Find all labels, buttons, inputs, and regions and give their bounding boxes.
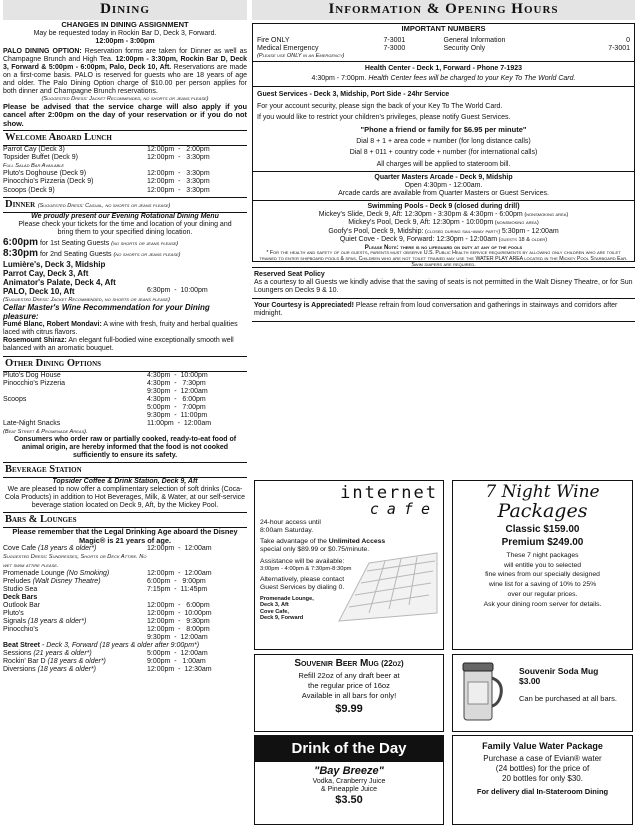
item-name xyxy=(3,618,147,626)
beer-mug-title: Souvenir Beer Mug (22oz) xyxy=(294,658,404,669)
second-seating: 8:30pm for 2nd Seating Guests (no shorts or jeans please) xyxy=(3,248,181,260)
wine-premium-price: Premium $249.00 xyxy=(501,537,584,549)
palo-dinner-row: PALO, Deck 10, Aft 6:30pm - 10:00pm xyxy=(3,287,208,297)
guest-services-security: For your account security, please sign the back of your Key To The World Card. xyxy=(257,102,503,110)
first-seating: 6:00pm for 1st Seating Guests (no shorts or jeans please) xyxy=(3,236,179,248)
item-name xyxy=(3,187,147,195)
lunch-list-row xyxy=(3,146,247,154)
bars-heading: Bars & Lounges xyxy=(3,512,247,528)
item-time: 12:00pm - 10:00pm xyxy=(147,609,212,617)
cafe-logo: cafe xyxy=(369,500,438,518)
item-time: 5:00pm - 7:00pm xyxy=(147,403,206,411)
item-label: Sessions xyxy=(3,650,32,658)
dinner-check-1: Please check your tickets for the time and location of your dining and xyxy=(18,220,232,228)
item-time xyxy=(147,594,247,602)
internet-cafe-box xyxy=(254,480,444,650)
pool-mickeys-pool: Mickey's Pool, Deck 9, Aft: 12:30pm - 10:00pm (nonsmoking area) xyxy=(348,219,539,227)
internet-line-1: 24-hour access until xyxy=(260,519,321,526)
item-time: 4:30pm - 6:00pm xyxy=(147,395,206,403)
item-label: Studio Sea xyxy=(3,585,38,593)
item-label: Preludes xyxy=(3,577,31,585)
palo-dress: (Suggested Dress: Jacket Recommended, no shorts or jeans please) xyxy=(41,96,209,103)
guest-services-section xyxy=(253,87,634,171)
item-time: 12:00pm - 9:30pm xyxy=(147,617,210,625)
item-label: Diversions xyxy=(3,666,36,674)
dinner-check-2: bring them to your specified dining location. xyxy=(57,228,193,236)
water-line-2: (24 bottles) for the price of xyxy=(495,764,590,774)
wine-package-title-1: 7 Night Wine xyxy=(485,482,600,502)
pool-quiet-cove: Quiet Cove - Deck 9, Forward: 12:30pm - 12:00am (guests 18 & older) xyxy=(339,235,548,243)
beverage-heading: Beverage Station xyxy=(3,462,247,478)
item-time: 11:00pm - 12:00am xyxy=(147,419,212,427)
changes-line: May be requested today in Rockin Bar D, Deck 3, Forward. xyxy=(33,29,217,37)
internet-logo: internet xyxy=(340,483,438,503)
other-list-row xyxy=(3,404,247,412)
bars-list-row xyxy=(3,602,247,610)
item-time: 6:00pm - 9:00pm xyxy=(147,577,206,585)
item-name xyxy=(3,586,147,594)
pool-goofys: Goofy's Pool, Deck 9, Midship: (closed during sail-away party) 5:30pm - 12:00am xyxy=(328,227,559,235)
item-name xyxy=(3,666,147,674)
item-time: 5:00pm - 12:00am xyxy=(147,650,208,658)
bars-list-row xyxy=(3,610,247,618)
water-line-1: Purchase a case of Evian® water xyxy=(483,754,602,764)
health-section xyxy=(253,62,634,87)
venue-parrot-cay: Parrot Cay, Deck 3, Aft xyxy=(3,268,89,278)
lunch-heading: Welcome Aboard Lunch xyxy=(3,130,247,146)
numbers-grid xyxy=(253,34,634,63)
item-name xyxy=(3,658,147,666)
item-time: 12:00pm - 12:30am xyxy=(147,666,212,674)
item-time: 12:00pm - 3:30pm xyxy=(147,154,210,162)
water-delivery: For delivery dial In-Stateroom Dining xyxy=(476,787,609,797)
internet-line-8: Guest Services by dialing 0. xyxy=(260,583,345,591)
item-name xyxy=(3,388,147,396)
item-name xyxy=(3,553,147,569)
water-package-box xyxy=(452,735,633,825)
palo-option-text: PALO DINING OPTION: Reservation forms are taken for Dinner as well as Champagne Brunch and High Tea. 12:00pm - 3:30pm, Rockin Bar D, Deck 3, Forward & 5:00pm - 6:00pm, Palo, Deck 10, Aft. Reservations are made on a first-come basis. PALO is reserved for guests who are 18 years of age and older. The Palo Dining Option charge of $10.00 per person applies for both dinner and Champagne Brunch reservations. xyxy=(3,47,248,96)
item-label: Signals xyxy=(3,617,26,625)
service-charge-warning: Please be advised that the service charge will also apply if you cancel after 2:00pm on the day of your reservation or if you do not show. xyxy=(3,101,247,128)
lunch-list-row xyxy=(3,187,247,195)
dial-international: Dial 8 + 011 + country code + number (for international calls) xyxy=(349,149,538,157)
beer-line-2: the regular price of 16oz xyxy=(308,680,390,690)
item-label: Scoops (Deck 9) xyxy=(3,186,55,194)
beat-list-row xyxy=(3,658,247,666)
other-list-row xyxy=(3,396,247,404)
courtesy-section xyxy=(252,298,635,322)
arcade-heading: Quarter Masters Arcade - Deck 9, Midship xyxy=(374,174,513,182)
emergency-note: (Please use ONLY in an Emergency) xyxy=(257,52,345,59)
fire-number: 7-3001 xyxy=(383,36,406,44)
item-time: 12:00pm - 12:00am xyxy=(147,569,212,577)
bars-list-row xyxy=(3,586,247,594)
item-note: (18 years & older*) xyxy=(36,545,97,553)
lunch-list-row xyxy=(3,170,247,178)
item-label: Promenade Lounge xyxy=(3,569,65,577)
item-name xyxy=(3,570,147,578)
wine-package-details: These 7 night packages will entitle you to selected fine wines from our specially designed wine list for a saving of 10% to 25% over our regular prices. Ask your dining room server for details. xyxy=(483,551,602,608)
security-number: 7-3001 xyxy=(608,44,630,52)
general-number: 0 xyxy=(626,36,630,44)
water-title: Family Value Water Package xyxy=(482,741,603,751)
other-list-row xyxy=(3,388,247,396)
beat-list-row xyxy=(3,650,247,658)
item-label: Deck Bars xyxy=(3,593,38,601)
item-name xyxy=(3,626,147,634)
other-list-row xyxy=(3,428,247,436)
item-note: (18 years & older*) xyxy=(35,666,96,674)
item-time: 9:30pm - 11:00pm xyxy=(147,411,208,419)
internet-line-3: Take advantage of the Unlimited Access xyxy=(260,538,386,546)
phone-heading: "Phone a friend or family for $6.95 per minute" xyxy=(360,124,527,134)
item-time: 9:00pm - 1:00am xyxy=(147,658,206,666)
lunch-list-row xyxy=(3,162,247,170)
other-list-row xyxy=(3,372,247,380)
medical-label: Medical Emergency xyxy=(257,44,319,52)
guest-services-heading: Guest Services - Deck 3, Midship, Port Side - 24hr Service xyxy=(257,91,450,99)
item-name xyxy=(3,170,147,178)
seat-policy-section xyxy=(252,267,635,298)
item-name xyxy=(3,162,147,170)
beverage-station: Topsider Coffee & Drink Station, Deck 9, Aft xyxy=(52,478,198,486)
item-time xyxy=(147,428,247,436)
other-dining-heading: Other Dining Options xyxy=(3,356,247,372)
item-name xyxy=(3,602,147,610)
dining-banner: Dining xyxy=(3,0,247,20)
internet-locations: Promenade Lounge, Deck 3, Aft Cove Cafe, Deck 9, Forward xyxy=(260,596,314,622)
item-time: 7:15pm - 11:45pm xyxy=(147,585,208,593)
item-label: Pinocchio's Pizzeria xyxy=(3,379,66,387)
wine-classic-price: Classic $159.00 xyxy=(505,523,580,535)
internet-line-5: Assistance will be available: xyxy=(260,557,345,565)
water-line-3: 20 bottles for only $30. xyxy=(502,774,583,784)
item-name xyxy=(3,610,147,618)
pool-mickeys-slide: Mickey's Slide, Deck 9, Aft: 12:30pm - 3:30pm & 4:30pm - 6:00pm (nonsmoking area) xyxy=(318,211,569,219)
other-list-row xyxy=(3,412,247,420)
item-time: 12:00pm - 3:30pm xyxy=(147,186,210,194)
lunch-list-row xyxy=(3,154,247,162)
security-label: Security Only xyxy=(443,44,486,52)
drink-name: "Bay Breeze" xyxy=(314,765,384,778)
item-time: 12:00pm - 3:30pm xyxy=(147,178,210,186)
bars-list-row xyxy=(3,570,247,578)
item-name xyxy=(3,404,147,412)
drink-price: $3.50 xyxy=(335,793,363,806)
item-note: (21 years & older*) xyxy=(31,650,92,658)
internet-line-6: 3:00pm - 4:00pm & 7:30pm-8:30pm xyxy=(260,565,352,572)
courtesy-text: Your Courtesy is Appreciated! Please refrain from loud conversation and gatherings in stairways and corridors after midnight. xyxy=(254,302,618,318)
drink-ingredients-2: & Pineapple Juice xyxy=(320,785,378,793)
numbers-heading: IMPORTANT NUMBERS xyxy=(401,24,486,34)
beat-list-row xyxy=(3,666,247,674)
item-label: Scoops xyxy=(3,395,27,403)
drink-ingredients-1: Vodka, Cranberry Juice xyxy=(312,777,386,785)
item-time: 12:00pm - 8:00pm xyxy=(147,625,210,633)
item-note: (18 years & older*) xyxy=(45,658,106,666)
item-label: Pinocchio's xyxy=(3,625,39,633)
item-name xyxy=(3,578,147,586)
bars-list-row xyxy=(3,578,247,586)
item-label: Pluto's Dog House xyxy=(3,371,61,379)
item-label: (Beat Street & Promenade Areas). xyxy=(3,428,88,435)
item-name xyxy=(3,396,147,404)
item-time: 12:00pm - 2:00pm xyxy=(147,146,210,154)
palo-dinner-dress: (Suggested Dress: Jacket Recommended, no shorts or jeans please) xyxy=(3,296,170,303)
internet-text xyxy=(260,519,438,622)
dinner-proud: We proudly present our Evening Rotational Dining Menu xyxy=(31,212,219,220)
soda-mug-text xyxy=(519,667,628,703)
dining-column xyxy=(3,0,247,674)
item-name xyxy=(3,412,147,420)
info-column xyxy=(252,0,635,806)
bars-list-row xyxy=(3,626,247,634)
arcade-time: Open 4:30pm - 12:00am. xyxy=(404,182,483,190)
item-name xyxy=(3,372,147,380)
item-name xyxy=(3,545,147,553)
internet-line-4: special only $89.99 or $0.75/minute. xyxy=(260,546,370,554)
bars-list-row xyxy=(3,594,247,602)
beer-price: $9.99 xyxy=(335,703,363,716)
fire-label: Fire ONLY xyxy=(257,36,290,44)
item-name xyxy=(3,594,147,602)
pool-health-fine-print: * For the health and safety of our guests, parents must observe U.S. Public Health service requirements by allowing only children who are toilet trained to enter shipboard pools & spas. Children who are not toilet trained may use the WATER PLAY AREA located in the Mickey Pool Starboard Ear. Swim diapers are required. xyxy=(259,249,628,268)
item-label: Topsider Buffet (Deck 9) xyxy=(3,154,78,162)
item-time: 12:00pm - 6:00pm xyxy=(147,601,210,609)
venue-animators-palate: Animator's Palate, Deck 4, Aft xyxy=(3,278,116,288)
changes-heading: CHANGES IN DINING ASSIGNMENT xyxy=(61,20,189,30)
general-label: General Information xyxy=(443,36,506,44)
soda-mug-icon xyxy=(459,660,503,726)
item-name xyxy=(3,154,147,162)
soda-mug-box xyxy=(452,654,633,732)
health-text: 4:30pm - 7:00pm. Health Center fees will be charged to your Key To The World Card. xyxy=(311,75,576,83)
item-time: 12:00pm - 12:00am xyxy=(147,545,212,553)
dial-long-distance: Dial 8 + 1 + area code + number (for long distance calls) xyxy=(356,137,531,145)
lunch-list-row xyxy=(3,178,247,186)
drink-of-day-banner: Drink of the Day xyxy=(255,736,443,762)
item-label: Full Salad Bar Available xyxy=(3,163,65,170)
item-name xyxy=(3,380,147,388)
wine-package-box xyxy=(452,480,633,650)
other-list-row xyxy=(3,420,247,428)
bars-list-row xyxy=(3,618,247,626)
bars-list xyxy=(3,545,247,642)
beverage-text: We are pleased to now offer a complimentary selection of soft drinks (Coca-Cola Products) in addition to Hot Beverages, Milk, & Water, at our self-service beverage station located on Deck 9, Aft, by the Mickey Pool. xyxy=(4,486,246,510)
item-label: Parrot Cay (Deck 3) xyxy=(3,146,65,154)
wine-package-title-2: Packages xyxy=(497,499,588,522)
bars-list-row xyxy=(3,553,247,569)
guest-services-children: If you would like to restrict your children's privileges, please notify Guest Services. xyxy=(257,114,511,122)
beer-mug-box xyxy=(254,654,444,732)
pools-heading: Swimming Pools - Deck 9 (closed during drill) xyxy=(367,203,520,211)
medical-number: 7-3000 xyxy=(383,44,406,52)
other-list-row xyxy=(3,380,247,388)
beat-street-list xyxy=(3,650,247,674)
internet-line-7: Alternatively, please contact xyxy=(260,575,345,583)
changes-time: 12:00pm - 3:00pm xyxy=(95,37,155,45)
other-dining-list xyxy=(3,372,247,436)
dial-charges: All charges will be applied to stateroom bill. xyxy=(376,160,511,168)
item-time xyxy=(147,553,247,569)
item-label: Suggested Dress: Sundresses, Shorts or Deck Attire. No wet swim attire please. xyxy=(3,554,147,569)
drinking-age-notice: Please remember that the Legal Drinking Age aboard the Disney Magic® is 21 years of age. xyxy=(12,527,238,545)
item-label: Rockin' Bar D xyxy=(3,658,46,666)
item-label: Outlook Bar xyxy=(3,601,40,609)
item-label: Late-Night Snacks xyxy=(3,419,61,427)
bars-list-row xyxy=(3,545,247,553)
item-time xyxy=(147,162,247,170)
dinner-heading: Dinner (Suggested Dress: Casual, no shorts or jeans please) xyxy=(3,197,247,213)
item-time: 4:30pm - 10:00pm xyxy=(147,371,208,379)
wine-2: Rosemount Shiraz: An elegant full-bodied wine exceptionally smooth well balanced with an aromatic bouquet. xyxy=(3,337,234,353)
arcade-text: Arcade cards are available from Quarter Masters or Guest Services. xyxy=(338,190,549,198)
seat-policy-text: As a courtesy to all Guests we kindly advise that the saving of seats is not permitted in the Walt Disney Theatre, or for Sun Loungers on Decks 9 & 10. xyxy=(254,279,633,295)
soda-mug-price: $3.00 xyxy=(519,675,541,686)
pools-section xyxy=(253,200,634,270)
item-label: Pinocchio's Pizzeria (Deck 9) xyxy=(3,178,94,186)
drink-of-day-box xyxy=(254,735,444,825)
wine-1: Fumé Blanc, Robert Mondavi: A wine with fresh, fruity and herbal qualities laced with citrus flavors. xyxy=(3,321,238,337)
wine-recommendation-heading: Cellar Master's Wine Recommendation for your Dining pleasure: xyxy=(3,302,210,322)
venue-lumieres: Lumière's, Deck 3, Midship xyxy=(3,259,106,269)
beat-street-heading: Beat Street - Deck 3, Forward (18 years & older after 9:00pm*) xyxy=(3,641,200,649)
item-name xyxy=(3,428,147,436)
item-note: (No Smoking) xyxy=(64,569,110,577)
item-time: 9:30pm - 12:00am xyxy=(147,633,208,641)
lunch-list xyxy=(3,146,247,194)
soda-mug-note: Can be purchased at all bars. xyxy=(519,693,617,703)
item-label: Pluto's xyxy=(3,609,24,617)
item-time: 9:30pm - 12:00am xyxy=(147,387,208,395)
info-banner: Information & Opening Hours xyxy=(252,0,635,20)
item-label: Pluto's Doghouse (Deck 9) xyxy=(3,170,87,178)
item-name xyxy=(3,146,147,154)
raw-food-warning: Consumers who order raw or partially cooked, ready-to-eat food of animal origin, are hereby informed that the food is not cooked sufficiently to ensure its safety. xyxy=(13,435,237,460)
item-time: 4:30pm - 7:30pm xyxy=(147,379,206,387)
arcade-section xyxy=(253,171,634,200)
internet-line-2: 8:00am Saturday. xyxy=(260,527,314,535)
beer-line-3: Available in all bars for only! xyxy=(301,691,397,700)
beer-line-1: Refill 22oz of any draft beer at xyxy=(298,670,400,680)
item-name xyxy=(3,650,147,658)
soda-mug-title: Souvenir Soda Mug xyxy=(519,666,599,676)
item-time: 12:00pm - 3:30pm xyxy=(147,170,210,178)
seat-policy-heading: Reserved Seat Policy xyxy=(254,271,325,279)
info-box xyxy=(252,23,635,268)
item-label: Cove Cafe xyxy=(3,545,37,553)
item-note: (18 years & older*) xyxy=(25,617,87,625)
item-note: (Walt Disney Theatre) xyxy=(30,577,101,585)
bars-list-row xyxy=(3,634,247,642)
lifeguard-notice: Please Note: there is no lifeguard on duty at any of the pools xyxy=(364,243,523,251)
item-name xyxy=(3,634,147,642)
item-name xyxy=(3,178,147,186)
item-name xyxy=(3,420,147,428)
health-heading: Health Center - Deck 1, Forward - Phone 7-1923 xyxy=(364,65,523,73)
